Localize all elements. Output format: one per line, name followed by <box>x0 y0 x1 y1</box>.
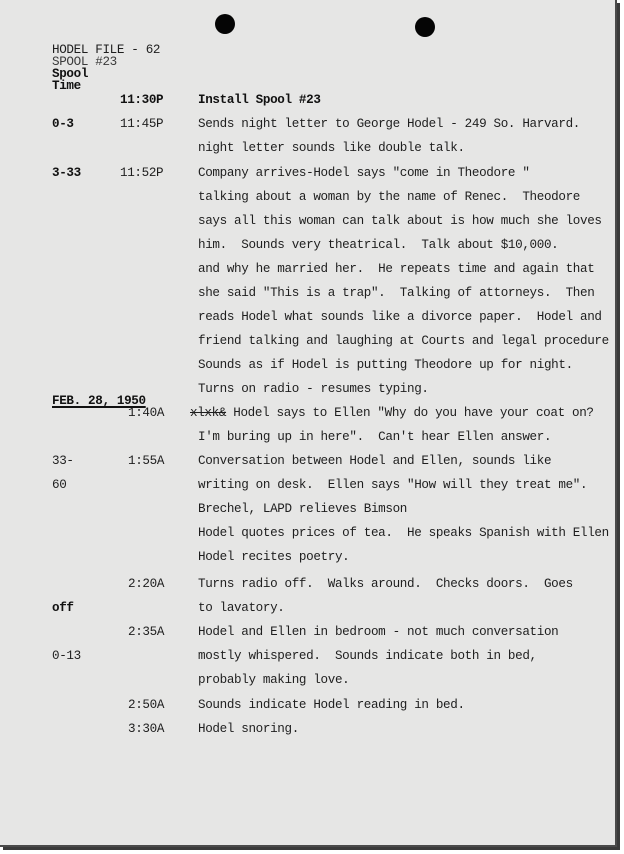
entry-text: Sends night letter to George Hodel - 249 So. Harvard. <box>198 117 580 131</box>
entry-spool: 3-33 <box>52 166 81 180</box>
entry-text: talking about a woman by the name of Renec. Theodore <box>198 190 580 204</box>
entry-text: to lavatory. <box>198 601 285 615</box>
entry-spool-status: off <box>52 601 74 615</box>
entry-text: Turns radio off. Walks around. Checks doors. Goes <box>198 577 573 591</box>
entry-time: 11:52P <box>120 166 164 180</box>
entry-text: Hodel snoring. <box>198 722 299 736</box>
entry-time: 1:55A <box>128 454 165 468</box>
entry-time: 3:30A <box>128 722 165 736</box>
entry-text: reads Hodel what sounds like a divorce paper. Hodel and <box>198 310 602 324</box>
column-label-spool: Spool <box>52 67 89 81</box>
entry-text: Hodel and Ellen in bedroom - not much conversation <box>198 625 559 639</box>
file-title: HODEL FILE - 62 <box>52 43 161 57</box>
punch-hole-left <box>215 14 235 34</box>
entry-text: Install Spool #23 <box>198 93 321 107</box>
entry-time: 11:30P <box>120 93 164 107</box>
entry-text: says all this woman can talk about is how much she loves <box>198 214 602 228</box>
entry-spool-end: 60 <box>52 478 67 492</box>
entry-text: friend talking and laughing at Courts and legal procedure <box>198 334 609 348</box>
entry-text: Hodel quotes prices of tea. He speaks Spanish with Ellen <box>198 526 609 540</box>
entry-text: Company arrives-Hodel says "come in Theodore " <box>198 166 530 180</box>
entry-time: 2:50A <box>128 698 165 712</box>
entry-time: 2:20A <box>128 577 165 591</box>
entry-text: Sounds indicate Hodel reading in bed. <box>198 698 465 712</box>
struck-out-text: xlxk& <box>190 406 227 420</box>
entry-text: him. Sounds very theatrical. Talk about $10,000. <box>198 238 559 252</box>
entry-spool: 0-3 <box>52 117 74 131</box>
entry-text: probably making love. <box>198 673 350 687</box>
entry-time: 1:40A <box>128 406 165 420</box>
entry-text: mostly whispered. Sounds indicate both in bed, <box>198 649 537 663</box>
spool-number: SPOOL #23 <box>52 55 117 69</box>
entry-text: Brechel, LAPD relieves Bimson <box>198 502 408 516</box>
entry-text: Hodel says to Ellen "Why do you have your coat on? <box>226 406 594 420</box>
column-label-time: Time <box>52 79 81 93</box>
punch-hole-right <box>415 17 435 37</box>
entry-text: I'm buring up in here". Can't hear Ellen answer. <box>198 430 552 444</box>
entry-text: Hodel recites poetry. <box>198 550 350 564</box>
entry-text: she said "This is a trap". Talking of attorneys. Then <box>198 286 595 300</box>
entry-text: Turns on radio - resumes typing. <box>198 382 429 396</box>
entry-text: writing on desk. Ellen says "How will they treat me". <box>198 478 588 492</box>
entry-time: 11:45P <box>120 117 164 131</box>
entry-time: 2:35A <box>128 625 165 639</box>
entry-text: night letter sounds like double talk. <box>198 141 465 155</box>
entry-text: and why he married her. He repeats time and again that <box>198 262 595 276</box>
entry-spool: 0-13 <box>52 649 81 663</box>
entry-spool: 33- <box>52 454 74 468</box>
entry-text: Conversation between Hodel and Ellen, sounds like <box>198 454 552 468</box>
entry-text: Sounds as if Hodel is putting Theodore up for night. <box>198 358 573 372</box>
entry-text-line <box>190 406 594 420</box>
date-heading: FEB. 28, 1950 <box>52 394 146 408</box>
